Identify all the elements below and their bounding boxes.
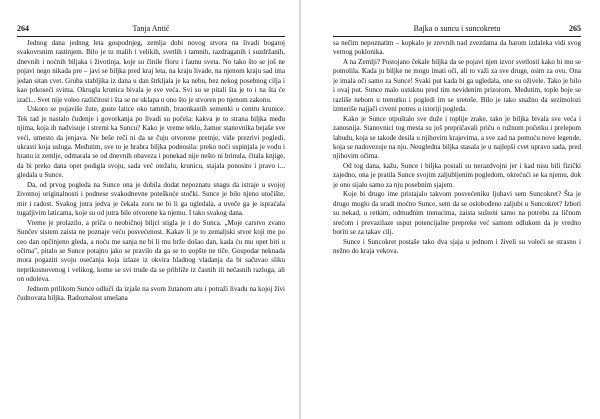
paragraph: Kako je Sunce otpuštalo sve duže i toplije zrake, tako je biljka bivala sve veća i zanosnija. Stanovnici tog mesta su još prepričavali priču o ružnom početku i prelepom labudu, koja se takođe desila u njihovim krajevima, a sve zad na pomoću nove legende, koja se nadovezuje na nju. Neugledna biljka stasala je u najlepši cvet upravo sada, pred njihovim očima.	[333, 114, 581, 161]
right-page-header	[333, 23, 581, 35]
running-head-author: Tanja Antić	[132, 24, 170, 33]
paragraph: Vreme je prolazilo, a priča o neobičnoj biljci stigla je i do Sunca. „Moje carstvo zvano Sunčev sistem zaista ne poznaje veću posvećenost. Kakav li je to zemaljski stvor koji me po ceo dan opčinjeno gleda, a noću me sanja ne bi li mu brže došao dan, kada ću mu opet biti u očima", pitalo se Sunce potajno jako se pravilo da ga se to uopšte ne tiče. Gospodar neknada mora pogaziti svoju osećanja koja izlaze iz okvira hladnog vladanja da bi sačuvao sliku neprikosnovenog i velikog, kome se svi trude da se približe iz časnih ili nečasnih razloga, ali on odoleva.	[17, 218, 285, 284]
paragraph: Uskoro se pojaviše žute, guste latice oko tamnih, braonkastih semenki u centru krunice. Tek tad je nastalo čuđenje i govorkanja po livadi su počela: kakva je to strana biljka među njima, koja ih nadvisuje i stremi ka Suncu? Kako je vreme teklo, žamor stanovnika bejaše sve veći, umesto da jenjava. Ne beše reči ni da se čuju otvorene pretnje, vide prezrivi pogledi, ukrasti koja usluga. Međutim, sve to je hrabra biljka podnosila: preko noći uspinjala je vodu i hranu iz zemlje, odmarala se od dnevnih obaveza i ponekad nije nešto ni brinula, čitala knjige, da bi preko dana opet podigla svoju, sada već otežalu, krunicu, stajala ponosito i pravo i... gledala u Sunce.	[17, 105, 285, 180]
page-number: 264	[17, 24, 29, 33]
paragraph: Sunce i Suncokret postaše tako dva sjaja u jednom i živeli su voleći se strasno i nežno do kraja vekova.	[333, 237, 581, 255]
left-page	[0, 0, 299, 419]
paragraph: Jednog dana jednog leta gospodnjeg, zemlja dobi novog stvora na livadi bogatoj svakovrsnim rastinjem. Bilo je tu malih i velikih, svetlih i tamnih, razdraganih i suzdržanih, dnevnih i noćnih biljaka i životinja, koje su činile floru i faunu sveta. No tako što se još ne pojavi nego nikada pre – javi se biljka pred kraj leta, na kraju livade, na njenom kraju sad ima jedan sitan cvet. Gruba stabljika iz dana u dan štrkljala je ka nebu, bez nekog posebnog cilja i kao prkoseći svima. Okrugla krunica bivala je sve veća. Svi su se pitali šta je to i na šta će izaći... Svet nije voleo različitost i šta se ne uklapa u ono što je stvoren po njenom zakonu.	[17, 39, 285, 104]
paragraph: Koje bi drugo ime pristajalo takvom posvećeniku ljubavi sem Suncokret? Šta je drugo moglo da uradi moćno Sunce, sem da se oslobođeno zaljubi u Suncokret? Izbori su nekad, u retkim, odmuđnim trenucima, zaista sušteni samo na potrebu za ličnom srećom i prevazilaze usput potencijalne prepreke već samom odlukom da je vredno boriti se za takav cilj.	[333, 190, 581, 237]
running-head-title: Bajka o suncu i suncokretu	[413, 24, 501, 33]
right-page	[301, 0, 600, 419]
paragraph: A na Zemlji? Postojano čekale biljka da se pojavi njen izvor svetlosti kako bi mu se pomolila. Kada ju biljke ne mogu imati oči, ali to važi za sve druge, osim za ovu. Ona je imala oči samo za Sunce! Svaki put kada bi ga ugledala, one su oživele. Tako je bilo i ovaj put. Sunce malo ustuknu pred tim nevidenim prizorom. Međutim, tople boje se razliše nebom u trenutku i pogledi im se sretoše. Bilo je tako snažno da sezimolozi izmeriše najjači crveni potres u istoriji pogleda.	[333, 57, 581, 114]
left-page-body	[17, 39, 285, 411]
paragraph: Od tog dana, kažu, Sunce i biljka postali su nerazdvojni jer i kad nisu bili fizički zajedno, ona je pratila Sunce svojim zaljubljenim pogledom, okrećući se ka njemu, dok je ono sijalo samo za nju posebnim sjajem.	[333, 161, 581, 189]
paragraph: Jednom prilikom Sunce odluči da izjaše na svom žutanom atu i potraži livadu na kojoj živi čudnovata biljka. Radoznalost smešana	[17, 284, 285, 303]
page-number: 265	[569, 24, 581, 33]
paragraph: sa nečim nepoznatim – kopkalo je zrevnih nad zvezdama da barom izdaleka vidi svog vernog poklonika.	[333, 39, 581, 57]
header-rule	[17, 36, 285, 37]
right-page-body	[333, 39, 581, 324]
left-page-header	[17, 23, 285, 35]
paragraph: Da, od prvog pogleda na Sunce ona je dobila dodat nepoznatu snagu da istraje u svojoj životnoj originalnosti i podnese svakodnevne poteškoće stočki. Sunce je bilo njeno utočište, mir i radost. Svakog jutra jedva je čekala zoru ne bi li ga ugledala, a uveče ga je ispraćala tugaljivim laticama, koje su od jutra bile otvorene ka njemu. I tako svakog dana.	[17, 180, 285, 218]
header-rule	[333, 36, 581, 37]
